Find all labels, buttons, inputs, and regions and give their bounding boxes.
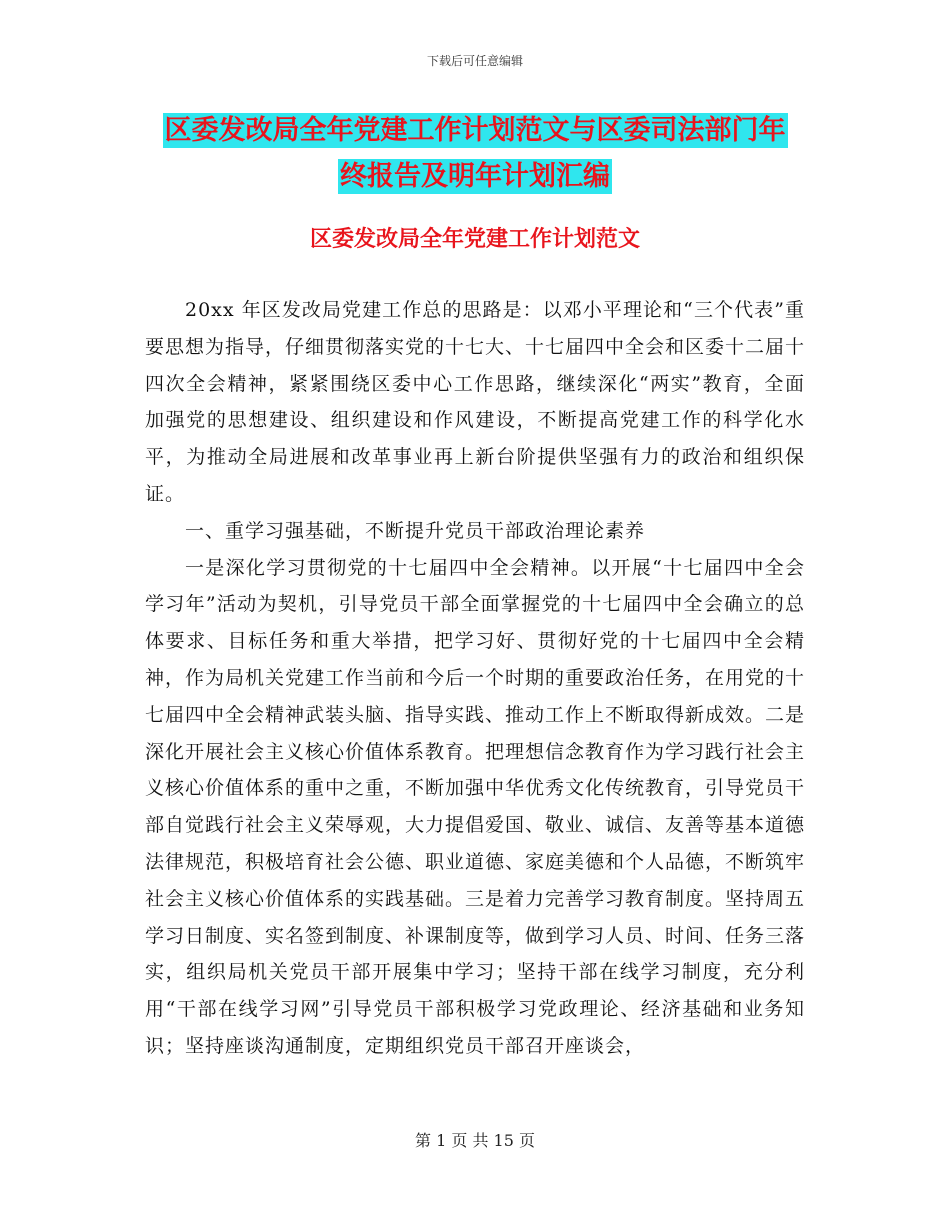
paragraph-intro: 20xx 年区发改局党建工作总的思路是：以邓小平理论和“三个代表”重要思想为指导，仔细贯彻落实党的十七大、十七届四中全会和区委十二届十四次全会精神，紧紧围绕区委中心工作思路，继续深化“两实”教育，全面加强党的思想建设、组织建设和作风建设，不断提高党建工作的科学化水平，为推动全局进展和改革事业再上新台阶提供坚强有力的政治和组织保证。 xyxy=(145,299,806,505)
header-note: 下载后可任意编辑 xyxy=(426,54,523,68)
page-number: 第 1 页 共 15 页 xyxy=(415,1131,535,1150)
paragraph-heading-1: 一、重学习强基础，不断提升党员干部政治理论素养 xyxy=(185,519,646,542)
section-title: 区委发改局全年党建工作计划范文 xyxy=(309,227,640,252)
document-body xyxy=(145,292,805,1065)
document-title-line2: 终报告及明年计划汇编 xyxy=(340,161,610,192)
document-title xyxy=(0,108,950,200)
document-title-line1: 区委发改局全年党建工作计划范文与区委司法部门年 xyxy=(164,115,786,146)
paragraph-study: 一是深化学习贯彻党的十七届四中全会精神。以开展“十七届四中全会学习年”活动为契机，引导党员干部全面掌握党的十七届四中全会确立的总体要求、目标任务和重大举措，把学习好、贯彻好党的十七届四中全会精神，作为局机关党建工作当前和今后一个时期的重要政治任务，在用党的十七届四中全会精神武装头脑、指导实践、推动工作上不断取得新成效。二是深化开展社会主义核心价值体系教育。把理想信念教育作为学习践行社会主义核心价值体系的重中之重，不断加强中华优秀文化传统教育，引导党员干部自觉践行社会主义荣辱观，大力提倡爱国、敬业、诚信、友善等基本道德法律规范，积极培育社会公德、职业道德、家庭美德和个人品德，不断筑牢社会主义核心价值体系的实践基础。三是着力完善学习教育制度。坚持周五学习日制度、实名签到制度、补课制度等，做到学习人员、时间、任务三落实，组织局机关党员干部开展集中学习；坚持干部在线学习制度，充分利用“干部在线学习网”引导党员干部积极学习党政理论、经济基础和业务知识；坚持座谈沟通制度，定期组织党员干部召开座谈会， xyxy=(145,556,806,1057)
